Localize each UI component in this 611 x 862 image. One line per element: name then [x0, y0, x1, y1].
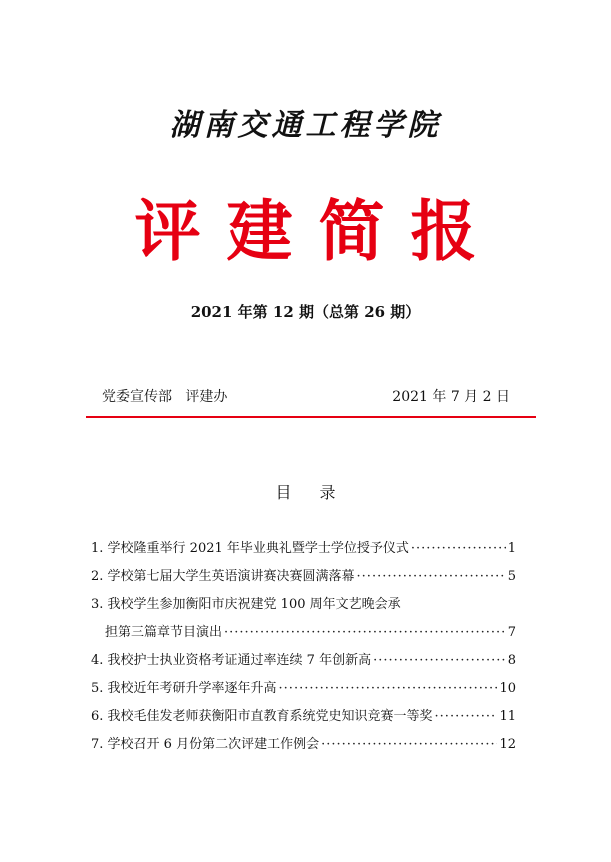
toc-entry-2[interactable]: [91, 565, 516, 593]
issue-date: 2021 年 7 月 2 日: [392, 389, 510, 405]
toc-page-number: 5: [507, 569, 516, 584]
toc-entry-text: 3. 我校学生参加衡阳市庆祝建党 100 周年文艺晚会承: [91, 597, 401, 612]
toc-leader-dots: [411, 541, 506, 556]
toc-entry-3-continued[interactable]: [91, 621, 516, 649]
toc-entry-text: 7. 学校召开 6 月份第二次评建工作例会: [91, 737, 320, 752]
toc-leader-dots: [224, 625, 506, 640]
toc-page-number: 8: [507, 653, 516, 668]
toc-page-number: 12: [499, 737, 516, 752]
toc-entry-1[interactable]: [91, 537, 516, 565]
toc-leader-dots: [357, 569, 506, 584]
issuing-department: 党委宣传部 评建办: [102, 389, 228, 405]
toc-entry-text: 6. 我校毛佳发老师获衡阳市直教育系统党史知识竞赛一等奖: [91, 709, 433, 724]
table-of-contents: [91, 537, 516, 761]
issue-number: 2021 年第 12 期（总第 26 期）: [190, 303, 421, 321]
school-name: 湖南交通工程学院: [169, 108, 442, 143]
toc-entry-3[interactable]: [91, 593, 516, 621]
toc-entry-5[interactable]: [91, 677, 516, 705]
toc-entry-text: 担第三篇章节目演出: [105, 625, 223, 640]
toc-page-number: 11: [499, 709, 516, 724]
red-divider: [86, 416, 536, 418]
toc-page-number: 10: [499, 681, 516, 696]
toc-heading: 目录: [275, 483, 364, 502]
toc-leader-dots: [373, 653, 506, 668]
toc-entry-text: 4. 我校护士执业资格考证通过率连续 7 年创新高: [91, 653, 372, 668]
toc-entry-text: 5. 我校近年考研升学率逐年升高: [91, 681, 277, 696]
toc-leader-dots: [279, 681, 498, 696]
toc-entry-text: 2. 学校第七届大学生英语演讲赛决赛圆满落幕: [91, 569, 355, 584]
bulletin-title: 评建简报: [134, 193, 503, 270]
toc-leader-dots: [321, 737, 497, 752]
toc-entry-6[interactable]: [91, 705, 516, 733]
toc-entry-4[interactable]: [91, 649, 516, 677]
toc-entry-text: 1. 学校隆重举行 2021 年毕业典礼暨学士学位授予仪式: [91, 541, 409, 556]
toc-leader-dots: [435, 709, 498, 724]
toc-page-number: 1: [507, 541, 516, 556]
toc-page-number: 7: [507, 625, 516, 640]
toc-entry-7[interactable]: [91, 733, 516, 761]
